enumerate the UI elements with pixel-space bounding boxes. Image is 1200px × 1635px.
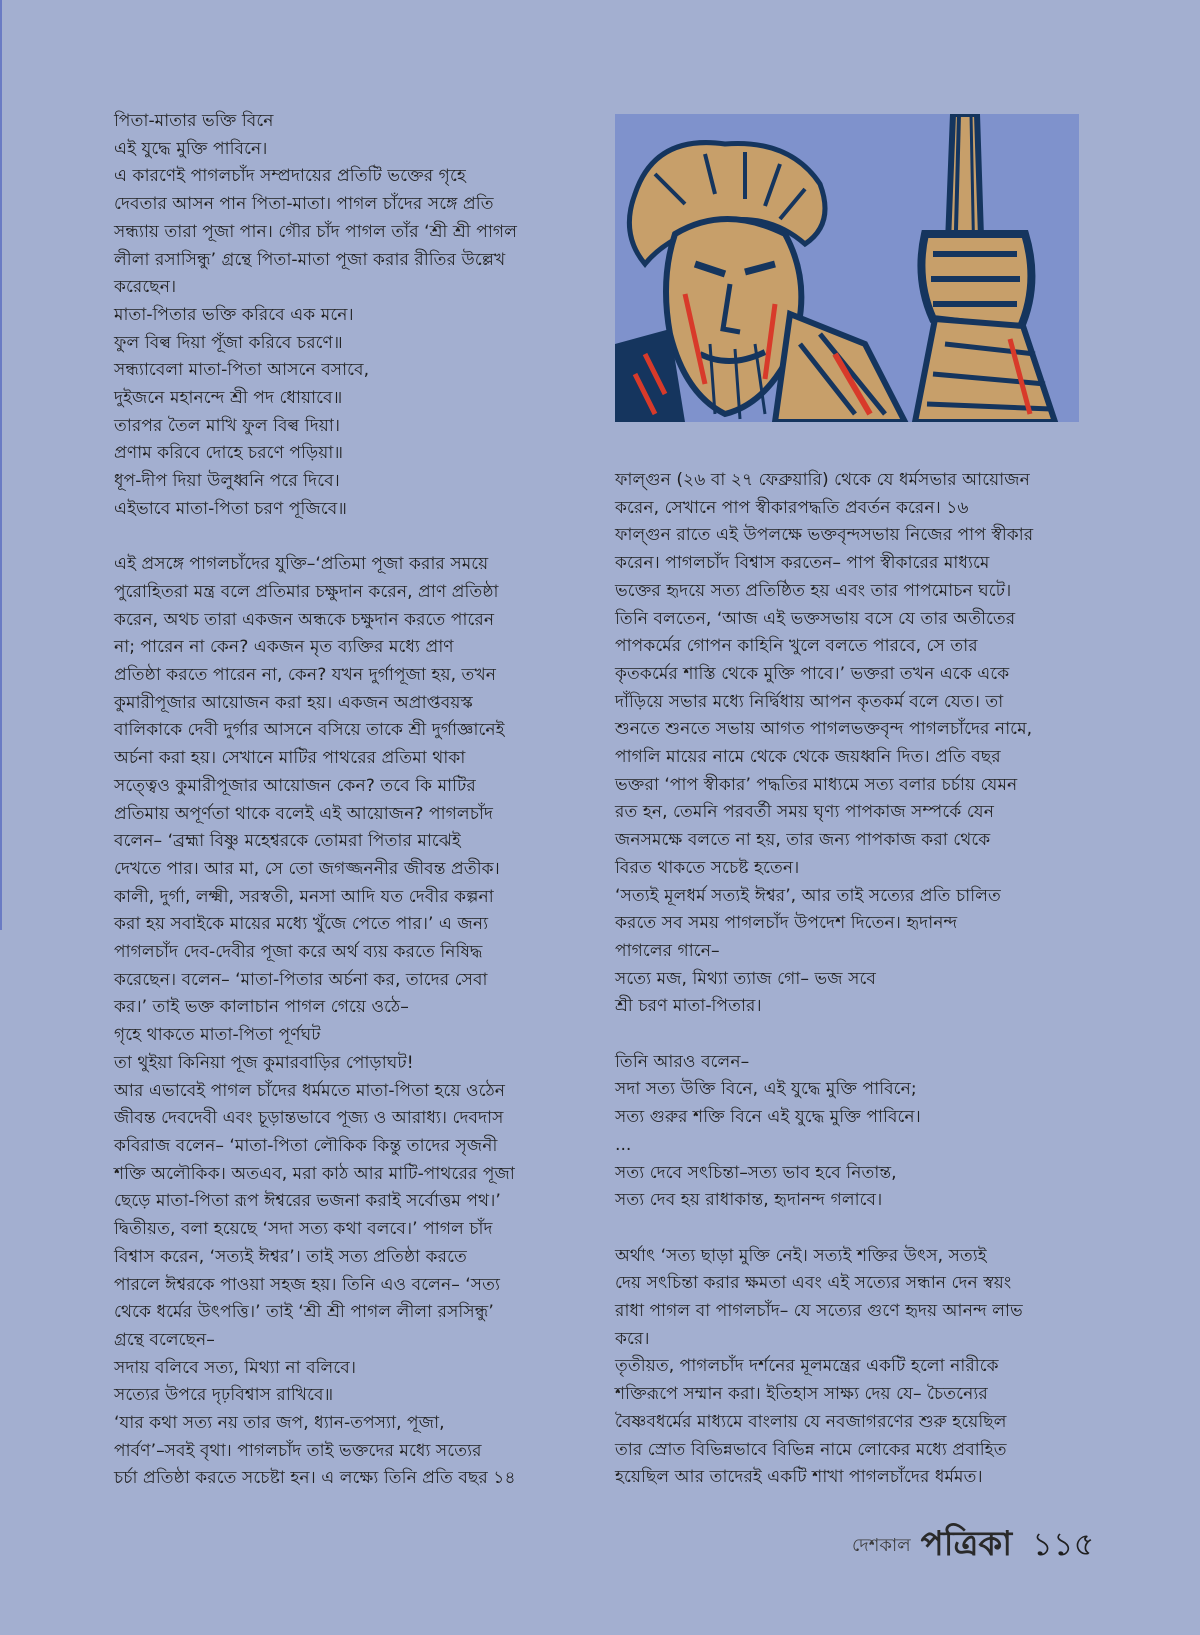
paragraph-gap [114, 524, 584, 552]
text-line: করেন, অথচ তারা একজন অন্ধকে চক্ষুদান করতে পারেন [114, 609, 495, 630]
text-line: ‘যার কথা সত্য নয় তার জপ, ধ্যান-তপস্যা, পূজা, [114, 1413, 445, 1434]
text-line: কৃতকর্মের শাস্তি থেকে মুক্তি পাবে।’ ভক্তরা তখন একে একে [615, 663, 1010, 684]
text-line: না; পারেন না কেন? একজন মৃত ব্যক্তির মধ্যে প্রাণ [114, 637, 454, 658]
text-line: পাগলচাঁদ দেব-দেবীর পূজা করে অর্থ ব্যয় করতে নিষিদ্ধ [114, 942, 483, 963]
text-line: ধূপ-দীপ দিয়া উলুধ্বনি পরে দিবে। [114, 471, 340, 492]
text-line: পাগলের গানে– [615, 940, 720, 961]
page-footer [852, 1522, 1094, 1562]
text-line: দ্বিতীয়ত, বলা হয়েছে ‘সদা সত্য কথা বলবে।’ পাগল চাঁদ [114, 1219, 493, 1240]
text-line: সদা সত্য উক্তি বিনে, এই যুদ্ধে মুক্তি পাবিনে; [615, 1079, 917, 1100]
text-line: হয়েছিল আর তাদেরই একটি শাখা পাগলচাঁদের ধর্মমত। [615, 1467, 983, 1488]
text-line: ভক্তের হৃদয়ে সত্য প্রতিষ্ঠিত হয় এবং তার পাপমোচন ঘটে। [615, 580, 1012, 601]
text-line: ফাল্গুন রাতে এই উপলক্ষে ভক্তবৃন্দসভায় নিজের পাপ স্বীকার [615, 525, 1034, 546]
text-line: সত্ত্বেও কুমারীপূজার আয়োজন কেন? তবে কি মাটির [114, 775, 476, 796]
text-line: গ্রন্থে বলেছেন– [114, 1329, 215, 1350]
text-line: পারলে ঈশ্বরকে পাওয়া সহজ হয়। তিনি এও বলেন– ‘সত্য [114, 1274, 500, 1295]
text-line: দাঁড়িয়ে সভার মধ্যে নির্দ্বিধায় আপন কৃতকর্ম বলে যেত। তা [615, 691, 1004, 712]
text-line: প্রতিষ্ঠা করতে পারেন না, কেন? যখন দুর্গাপূজা হয়, তখন [114, 665, 496, 686]
text-line: সত্য দেব হয় রাধাকান্ত, হৃদানন্দ গলাবে। [615, 1190, 883, 1211]
text-line: প্রতিমায় অপূর্ণতা থাকে বলেই এই আয়োজন? পাগলচাঁদ [114, 803, 494, 824]
text-line: শক্তিরূপে সম্মান করা। ইতিহাস সাক্ষ্য দেয় যে– চৈতন্যের [615, 1384, 988, 1405]
right-text-column [615, 467, 1085, 1492]
text-line: চর্চা প্রতিষ্ঠা করতে সচেষ্টা হন। এ লক্ষ্যে তিনি প্রতি বছর ১৪ [114, 1468, 516, 1489]
text-line: দেয় সৎচিন্তা করার ক্ষমতা এবং এই সত্যের সন্ধান দেন স্বয়ং [615, 1273, 1012, 1294]
text-line: দুইজনে মহানন্দে শ্রী পদ ধোয়াবে॥ [114, 388, 343, 409]
text-line: প্রণাম করিবে দোহে চরণে পড়িয়া॥ [114, 443, 344, 464]
text-line: তা থুইয়া কিনিয়া পূজ কুমারবাড়ির পোড়াঘট! [114, 1052, 414, 1073]
text-line: পুরোহিতরা মন্ত্র বলে প্রতিমার চক্ষুদান করেন, প্রাণ প্রতিষ্ঠা [114, 581, 499, 602]
text-line: বিরত থাকতে সচেষ্ট হতেন। [615, 857, 800, 878]
text-line: ফাল্গুন (২৬ বা ২৭ ফেব্রুয়ারি) থেকে যে ধর্মসভার আয়োজন [615, 470, 1030, 490]
text-line: বালিকাকে দেবী দুর্গার আসনে বসিয়ে তাকে শ্রী দুর্গাজ্ঞানেই [114, 720, 505, 741]
text-line: গৃহে থাকতে মাতা-পিতা পূর্ণঘট [114, 1025, 321, 1046]
text-line: সত্য গুরুর শক্তি বিনে এই যুদ্ধে মুক্তি পাবিনে। [615, 1107, 921, 1128]
text-line: সন্ধ্যাবেলা মাতা-পিতা আসনে বসাবে, [114, 360, 370, 381]
text-line: ফুল বিল্ব দিয়া পূঁজা করিবে চরণে॥ [114, 332, 343, 353]
text-line: সত্যে মজ, মিথ্যা ত্যাজ গো– ভজ সবে [615, 968, 876, 989]
text-line: তার স্রোত বিভিন্নভাবে বিভিন্ন নামে লোকের মধ্যে প্রবাহিত [615, 1439, 1007, 1460]
text-line: ছেড়ে মাতা-পিতা রূপ ঈশ্বরের ভজনা করাই সর্বোত্তম পথ।’ [114, 1191, 501, 1212]
page-number: ১১৫ [1032, 1525, 1095, 1563]
text-line: পাপকর্মের গোপন কাহিনি খুলে বলতে পারবে, সে তার [615, 636, 978, 657]
text-line: শুনতে শুনতে সভায় আগত পাগলভক্তবৃন্দ পাগলচাঁদের নামে, [615, 719, 1033, 740]
text-line: আর এভাবেই পাগল চাঁদের ধর্মমতে মাতা-পিতা হয়ে ওঠেন [114, 1080, 506, 1101]
left-edge-stripe [0, 0, 2, 930]
text-line: শক্তি অলৌকিক। অতএব, মরা কাঠ আর মাটি-পাথরের পূজা [114, 1163, 515, 1184]
text-line: করেন, সেখানে পাপ স্বীকারপদ্ধতি প্রবর্তন করেন। ১৬ [615, 497, 969, 518]
paragraph-gap [615, 1021, 1085, 1049]
text-line: বলেন– ‘ব্রহ্মা বিষ্ণু মহেশ্বরকে তোমরা পিতার মাঝেই [114, 831, 461, 852]
text-line: করেছেন। বলেন– ‘মাতা-পিতার অর্চনা কর, তাদের সেবা [114, 969, 488, 990]
text-line: দেখতে পার। আর মা, সে তো জগজ্জননীর জীবন্ত প্রতীক। [114, 858, 500, 879]
text-line: তৃতীয়ত, পাগলচাঁদ দর্শনের মূলমন্ত্রের একটি হলো নারীকে [615, 1356, 999, 1377]
text-line: থেকে ধর্মের উৎপত্তি।’ তাই ‘শ্রী শ্রী পাগল লীলা রসসিন্ধু’ [114, 1302, 494, 1323]
text-line: কবিরাজ বলেন– ‘মাতা-পিতা লৌকিক কিন্তু তাদের সৃজনী [114, 1136, 498, 1156]
text-line: অর্থাৎ ‘সত্য ছাড়া মুক্তি নেই। সত্যই শক্তির উৎস, সত্যই [615, 1245, 987, 1266]
text-line: এ কারণেই পাগলচাঁদ সম্প্রদায়ের প্রতিটি ভক্তের গৃহে [114, 166, 466, 187]
text-line: করেন। পাগলচাঁদ বিশ্বাস করতেন– পাপ স্বীকারের মাধ্যমে [615, 553, 990, 574]
text-line: করেছেন। [114, 277, 177, 298]
text-line: সদায় বলিবে সত্য, মিথ্যা না বলিবে। [114, 1357, 356, 1378]
text-line: পাগলি মায়ের নামে থেকে থেকে জয়ধ্বনি দিত। প্রতি বছর [615, 747, 1001, 768]
text-line: জনসমক্ষে বলতে না হয়, তার জন্য পাপকাজ করা থেকে [615, 830, 991, 851]
text-line: রাধা পাগল বা পাগলচাঁদ– যে সত্যের গুণে হৃদয় আনন্দ লাভ [615, 1301, 1023, 1322]
text-line: অর্চনা করা হয়। সেখানে মাটির পাথরের প্রতিমা থাকা [114, 748, 466, 769]
magazine-name-small: দেশকাল [852, 1535, 911, 1556]
text-line: লীলা রসাসিন্ধু’ গ্রন্থে পিতা-মাতা পূজা করার রীতির উল্লেখ [114, 249, 506, 270]
magazine-name-logo: পত্রিকা [920, 1524, 1013, 1564]
woodcut-portrait-icon [615, 114, 1079, 422]
paragraph-gap [615, 1215, 1085, 1243]
text-line: কুমারীপূজার আয়োজন করা হয়। একজন অপ্রাপ্তবয়স্ক [114, 692, 473, 713]
text-line: পিতা-মাতার ভক্তি বিনে [114, 111, 274, 131]
text-line: কর।’ তাই ভক্ত কালাচান পাগল গেয়ে ওঠে– [114, 997, 409, 1018]
text-line: তিনি আরও বলেন– [615, 1051, 750, 1072]
text-line: সত্যের উপরে দৃঢ়বিশ্বাস রাখিবে॥ [114, 1385, 334, 1406]
text-line: এই যুদ্ধে মুক্তি পাবিনে। [114, 138, 268, 159]
text-line: এইভাবে মাতা-পিতা চরণ পূজিবে॥ [114, 498, 348, 519]
text-line: ‘সত্যই মূলধর্ম সত্যই ঈশ্বর’, আর তাই সত্যের প্রতি চালিত [615, 885, 1001, 906]
text-line: সত্য দেবে সৎচিন্তা–সত্য ভাব হবে নিতান্ত, [615, 1162, 897, 1183]
text-line: ভক্তরা ‘পাপ স্বীকার’ পদ্ধতির মাধ্যমে সত্য বলার চর্চায় যেমন [615, 774, 1018, 795]
text-line: তিনি বলতেন, ‘আজ এই ভক্তসভায় বসে যে তার অতীতের [615, 608, 1016, 629]
text-line: মাতা-পিতার ভক্তি করিবে এক মনে। [114, 304, 354, 325]
text-line: ... [615, 1134, 632, 1155]
illustration-woodcut [615, 114, 1079, 422]
text-line: কালী, দুর্গা, লক্ষ্মী, সরস্বতী, মনসা আদি যত দেবীর কল্পনা [114, 886, 494, 907]
text-line: তারপর তৈল মাখি ফুল বিল্ব দিয়া। [114, 415, 341, 436]
text-line: পার্বণ’–সবই বৃথা। পাগলচাঁদ তাই ভক্তদের মধ্যে সত্যের [114, 1440, 482, 1461]
left-text-column [114, 108, 584, 1493]
text-line: করা হয় সবাইকে মায়ের মধ্যে খুঁজে পেতে পার।’ এ জন্য [114, 914, 489, 935]
text-line: সন্ধ্যায় তারা পূজা পান। গৌর চাঁদ পাগল তাঁর ‘শ্রী শ্রী পাগল [114, 221, 517, 242]
text-line: জীবন্ত দেবদেবী এবং চূড়ান্তভাবে পূজ্য ও আরাধ্য। দেবদাস [114, 1108, 504, 1129]
text-line: বৈষ্ণবধর্মের মাধ্যমে বাংলায় যে নবজাগরণের শুরু হয়েছিল [615, 1411, 1007, 1432]
text-line: এই প্রসঙ্গে পাগলচাঁদের যুক্তি–‘প্রতিমা পূজা করার সময়ে [114, 554, 489, 575]
text-line: শ্রী চরণ মাতা-পিতার। [615, 996, 762, 1017]
text-line: দেবতার আসন পান পিতা-মাতা। পাগল চাঁদের সঙ্গে প্রতি [114, 194, 494, 215]
text-line: করতে সব সময় পাগলচাঁদ উপদেশ দিতেন। হৃদানন্দ [615, 913, 958, 934]
text-line: রত হন, তেমনি পরবর্তী সময় ঘৃণ্য পাপকাজ সম্পর্কে যেন [615, 802, 994, 823]
text-line: করে। [615, 1328, 650, 1349]
text-line: বিশ্বাস করেন, ‘সত্যই ঈশ্বর’। তাই সত্য প্রতিষ্ঠা করতে [114, 1246, 467, 1267]
